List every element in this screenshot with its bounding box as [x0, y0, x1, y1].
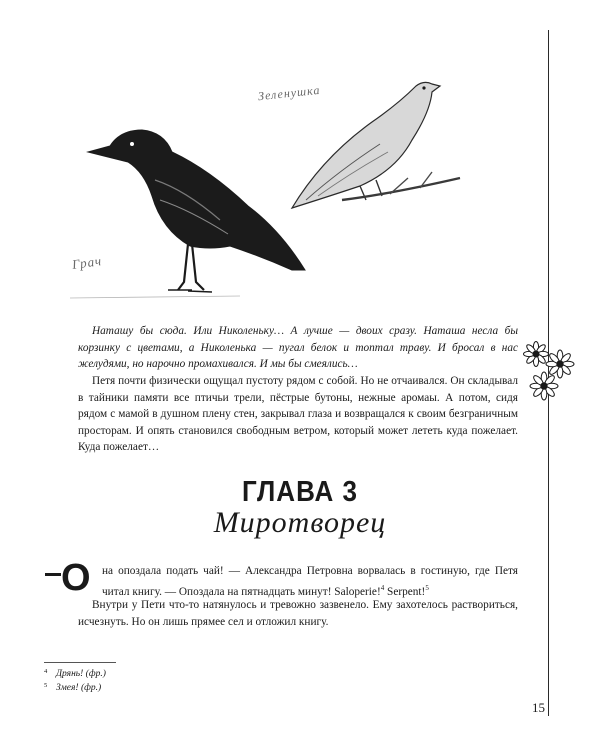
daisy-icon — [524, 342, 549, 367]
daisy-icon — [546, 350, 574, 378]
dropcap-text — [102, 563, 518, 600]
footnote-number: 5 — [44, 682, 48, 689]
page-number: 15 — [532, 700, 545, 715]
chapter-subtitle: Миротворец — [213, 506, 387, 539]
footnote-number: 4 — [44, 668, 48, 675]
rook-drawing — [88, 130, 305, 292]
daisy-icon — [530, 372, 558, 400]
footnote-ref-5[interactable]: 5 — [425, 583, 429, 592]
footnote-item — [44, 667, 106, 681]
footnote-rule — [44, 662, 116, 663]
illustration-label-greenfinch: Зеленушка — [257, 82, 321, 104]
dropcap-letter: О — [61, 557, 91, 599]
body-paragraph-block — [78, 373, 518, 456]
dropcap-text-part-2: Serpent! — [384, 585, 426, 598]
footnotes — [44, 667, 106, 695]
last-paragraph-block — [78, 597, 518, 630]
footnote-text: Змея! (фр.) — [56, 683, 102, 693]
last-paragraph: Внутри у Пети что-то натянулось и тревожно зазвенело. Ему захотелось раствориться, исчезнуть. Но он лишь прямее сел и отложил книгу. — [78, 599, 518, 628]
footnote-text: Дрянь! (фр.) — [56, 669, 106, 679]
footnote-item — [44, 681, 106, 695]
greenfinch-drawing — [292, 82, 460, 208]
dropcap-text-part-1: на опоздала подать чай! — Александра Петровна ворвалась в гостиную, где Петя читал книгу. — Опоздала на пятнадцать минут! Saloperie! — [102, 565, 518, 598]
dropcap-paragraph — [45, 557, 518, 600]
illustration-label-rook: Грач — [71, 252, 103, 273]
italic-paragraph-block — [78, 323, 518, 373]
footnote-ref-4[interactable]: 4 — [380, 583, 385, 592]
body-paragraph: Петя почти физически ощущал пустоту рядом с собой. Но не отчаивался. Он складывал в тайники памяти все птичьи трели, пёстрые бутоны, нежные аромаы. А потом, сидя рядом с мамой в душном плену стен, закрывал глаза и возвращался к своим безграничным просторам. И опять становился свободным ветром, который может лететь куда пожелает. Куда пожелает… — [78, 375, 518, 454]
dropcap-dash — [45, 573, 61, 576]
italic-paragraph: Наташу бы сюда. Или Николеньку… А лучше — двоих сразу. Наташа несла бы корзинку с цветами, а Николенька — пугал белок и топтал траву. И бросал в нас желудями, но нарочно промахивался. И мы бы смеялись… — [78, 325, 518, 371]
daisy-flowers-decoration — [522, 340, 582, 406]
chapter-title: ГЛАВА 3 — [241, 474, 359, 508]
